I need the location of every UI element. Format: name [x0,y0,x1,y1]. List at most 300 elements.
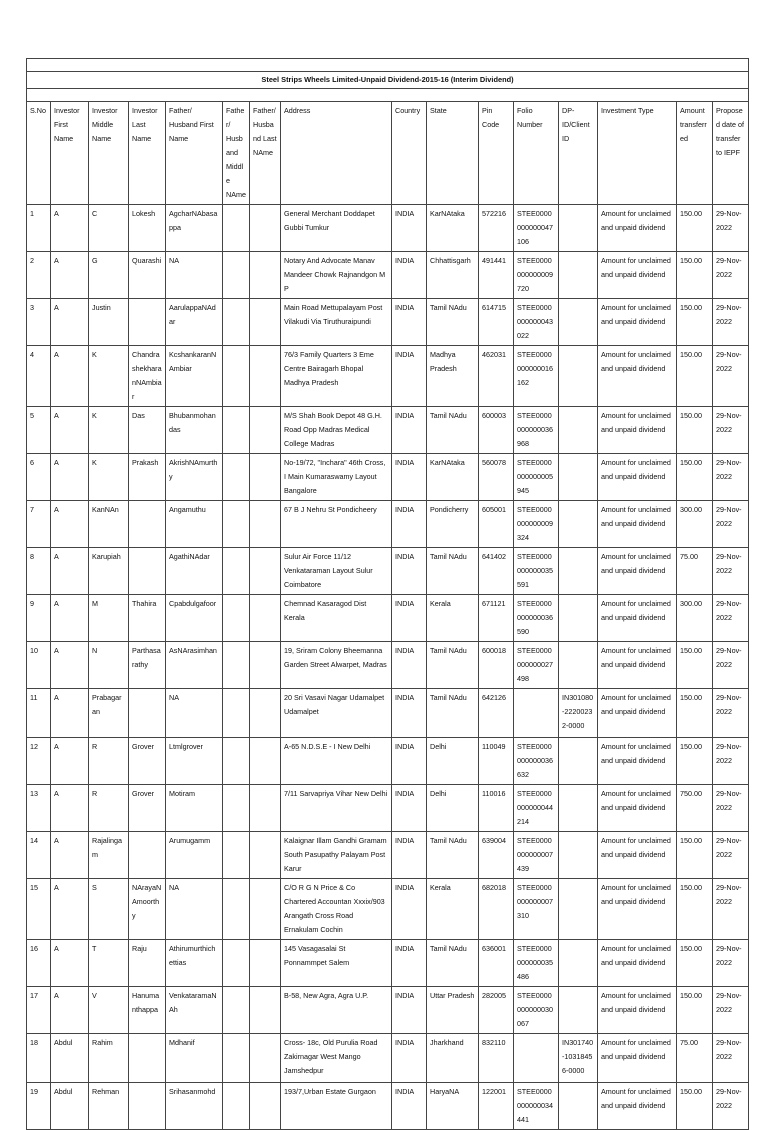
table-row [27,879,749,940]
table-cell: 29-Nov-2022 [713,832,749,879]
table-cell [129,548,166,595]
table-cell: 282005 [479,987,514,1034]
table-cell: Kalaignar Illam Gandhi Gramam South Pasupathy Palayam Post Karur [281,832,392,879]
table-cell: 832110 [479,1034,514,1083]
table-cell: A [51,252,89,299]
table-cell: AarulappaNAdar [166,299,223,346]
table-cell: IN301080-22200232-0000 [559,689,598,738]
column-header: Investor First Name [51,102,89,205]
table-cell [223,346,250,407]
table-cell [129,501,166,548]
table-cell: 14 [27,832,51,879]
table-cell: Amount for unclaimed and unpaid dividend [598,785,677,832]
table-cell [223,205,250,252]
dividend-table [26,58,749,1130]
column-header: Investment Type [598,102,677,205]
table-row [27,987,749,1034]
table-cell [514,1034,559,1083]
table-cell: Amount for unclaimed and unpaid dividend [598,738,677,785]
table-cell: Amount for unclaimed and unpaid dividend [598,407,677,454]
table-cell: Abdul [51,1034,89,1083]
table-cell: STEE0000000000035591 [514,548,559,595]
table-cell: 29-Nov-2022 [713,689,749,738]
table-cell: Amount for unclaimed and unpaid dividend [598,346,677,407]
table-row [27,689,749,738]
table-cell: 7/11 Sarvapriya Vihar New Delhi [281,785,392,832]
table-cell: 19 [27,1083,51,1130]
table-cell: A [51,454,89,501]
table-cell [250,252,281,299]
table-cell: General Merchant Doddapet Gubbi Tumkur [281,205,392,252]
header-row [27,102,749,205]
table-cell [559,205,598,252]
table-cell: 150.00 [677,689,713,738]
table-cell [223,595,250,642]
table-cell: INDIA [392,252,427,299]
table-cell [250,205,281,252]
table-cell [559,879,598,940]
table-cell [129,832,166,879]
table-cell: Parthasarathy [129,642,166,689]
table-cell: Angamuthu [166,501,223,548]
table-cell: Motiram [166,785,223,832]
column-header: S.No [27,102,51,205]
table-cell: 150.00 [677,205,713,252]
table-cell: KarNAtaka [427,205,479,252]
table-cell [223,252,250,299]
table-cell: T [89,940,129,987]
table-row [27,407,749,454]
table-cell: Madhya Pradesh [427,346,479,407]
table-cell: 605001 [479,501,514,548]
table-row [27,454,749,501]
table-cell: Srihasanmohd [166,1083,223,1130]
table-cell: 29-Nov-2022 [713,1034,749,1083]
table-cell: 150.00 [677,987,713,1034]
table-cell: Thahira [129,595,166,642]
column-header: Amount transferred [677,102,713,205]
table-cell: Chhattisgarh [427,252,479,299]
table-cell: Amount for unclaimed and unpaid dividend [598,205,677,252]
column-header: Proposed date of transfer to IEPF [713,102,749,205]
table-row [27,1083,749,1130]
table-cell: C [89,205,129,252]
table-cell: Amount for unclaimed and unpaid dividend [598,832,677,879]
table-cell: A [51,987,89,1034]
table-cell: A [51,595,89,642]
table-cell [250,407,281,454]
table-cell: 110049 [479,738,514,785]
table-cell [250,454,281,501]
table-cell: 150.00 [677,738,713,785]
table-cell: 122001 [479,1083,514,1130]
table-row [27,738,749,785]
column-header: Father/ Husband Last NAme [250,102,281,205]
table-cell [129,1034,166,1083]
table-cell: 29-Nov-2022 [713,407,749,454]
table-cell: Jharkhand [427,1034,479,1083]
table-cell: NArayaNAmoorthy [129,879,166,940]
table-cell [559,548,598,595]
table-cell: 4 [27,346,51,407]
table-cell [514,689,559,738]
table-cell: 636001 [479,940,514,987]
table-cell [559,940,598,987]
table-cell: Amount for unclaimed and unpaid dividend [598,642,677,689]
table-cell: 29-Nov-2022 [713,642,749,689]
table-cell [559,987,598,1034]
table-cell: C/O R G N Price & Co Chartered Accountan Xxxix/903 Arangath Cross Road Ernakulam Cochin [281,879,392,940]
table-cell [250,738,281,785]
table-cell: K [89,454,129,501]
table-cell: 150.00 [677,1083,713,1130]
table-cell: INDIA [392,346,427,407]
table-cell: V [89,987,129,1034]
table-cell: INDIA [392,940,427,987]
table-cell: K [89,407,129,454]
table-cell: 29-Nov-2022 [713,738,749,785]
table-cell [559,501,598,548]
table-cell: 150.00 [677,940,713,987]
table-cell: STEE0000000000036632 [514,738,559,785]
table-cell [559,252,598,299]
table-cell: 8 [27,548,51,595]
table-cell: Rehman [89,1083,129,1130]
table-cell [559,832,598,879]
table-cell: Grover [129,738,166,785]
table-cell: 29-Nov-2022 [713,785,749,832]
table-cell: INDIA [392,879,427,940]
table-cell: Grover [129,785,166,832]
table-cell: Main Road Mettupalayam Post Vilakudi Via Tiruthuraipundi [281,299,392,346]
table-cell: 150.00 [677,879,713,940]
table-cell: 145 Vasagasalai St Ponnammpet Salem [281,940,392,987]
table-cell [250,987,281,1034]
table-cell: 150.00 [677,832,713,879]
table-row [27,252,749,299]
table-cell [250,689,281,738]
table-cell: 75.00 [677,1034,713,1083]
table-cell [223,940,250,987]
table-cell: 29-Nov-2022 [713,299,749,346]
table-cell: STEE0000000000043022 [514,299,559,346]
table-cell: 110016 [479,785,514,832]
table-cell: KcshankaranNAmbiar [166,346,223,407]
table-cell: A-65 N.D.S.E - I New Delhi [281,738,392,785]
table-cell [559,595,598,642]
table-cell: INDIA [392,1034,427,1083]
spacer-cell [27,59,749,72]
table-cell: 5 [27,407,51,454]
table-cell: Amount for unclaimed and unpaid dividend [598,987,677,1034]
title-row [27,72,749,89]
table-cell: 11 [27,689,51,738]
table-cell: Uttar Pradesh [427,987,479,1034]
table-cell: 642126 [479,689,514,738]
table-cell: Sulur Air Force 11/12 Venkataraman Layout Sulur Coimbatore [281,548,392,595]
table-cell: R [89,785,129,832]
table-cell [250,1083,281,1130]
table-cell [559,346,598,407]
table-cell: Delhi [427,738,479,785]
table-cell: INDIA [392,642,427,689]
table-row [27,1034,749,1083]
table-cell [223,1034,250,1083]
table-cell [559,1083,598,1130]
table-cell: HaryaNA [427,1083,479,1130]
table-row [27,501,749,548]
table-cell: STEE0000000000009720 [514,252,559,299]
table-cell: Tamil NAdu [427,832,479,879]
table-cell: Hanumanthappa [129,987,166,1034]
table-cell: 10 [27,642,51,689]
table-cell [129,1083,166,1130]
table-cell: 641402 [479,548,514,595]
table-cell: ChandrashekharanNAmbiar [129,346,166,407]
table-cell: STEE0000000000016162 [514,346,559,407]
table-cell: 2 [27,252,51,299]
table-cell: 572216 [479,205,514,252]
table-cell: 75.00 [677,548,713,595]
table-cell: INDIA [392,548,427,595]
table-cell: INDIA [392,987,427,1034]
table-cell: 491441 [479,252,514,299]
table-cell [223,1083,250,1130]
table-cell: Amount for unclaimed and unpaid dividend [598,1034,677,1083]
table-cell: A [51,205,89,252]
column-header: DP-ID/Client ID [559,102,598,205]
table-cell: N [89,642,129,689]
table-cell [250,642,281,689]
table-cell: 7 [27,501,51,548]
table-cell: Cpabdulgafoor [166,595,223,642]
column-header: Country [392,102,427,205]
table-cell: 17 [27,987,51,1034]
table-cell: 671121 [479,595,514,642]
table-cell: 29-Nov-2022 [713,987,749,1034]
table-cell [223,689,250,738]
table-cell: 9 [27,595,51,642]
table-cell: 29-Nov-2022 [713,346,749,407]
table-cell: Arumugamm [166,832,223,879]
table-cell [223,501,250,548]
table-cell: 300.00 [677,595,713,642]
table-cell: KanNAn [89,501,129,548]
table-cell: A [51,689,89,738]
table-cell: 18 [27,1034,51,1083]
table-cell: STEE0000000000005945 [514,454,559,501]
table-cell: INDIA [392,454,427,501]
table-cell: INDIA [392,501,427,548]
table-cell: 6 [27,454,51,501]
table-cell: Amount for unclaimed and unpaid dividend [598,454,677,501]
table-cell: AgcharNAbasappa [166,205,223,252]
table-row [27,832,749,879]
table-cell [250,299,281,346]
table-cell: 150.00 [677,407,713,454]
table-cell: Tamil NAdu [427,689,479,738]
table-cell [250,346,281,407]
column-header: Address [281,102,392,205]
table-cell: 29-Nov-2022 [713,205,749,252]
table-cell: STEE0000000000030067 [514,987,559,1034]
table-cell: INDIA [392,407,427,454]
table-cell: STEE0000000000035486 [514,940,559,987]
table-cell: 300.00 [677,501,713,548]
table-cell: IN301740-10318456-0000 [559,1034,598,1083]
table-cell: A [51,642,89,689]
table-cell: 67 B J Nehru St Pondicheery [281,501,392,548]
table-cell: Amount for unclaimed and unpaid dividend [598,548,677,595]
table-cell: 29-Nov-2022 [713,1083,749,1130]
table-cell [559,738,598,785]
table-cell [559,785,598,832]
table-cell: S [89,879,129,940]
table-cell: INDIA [392,738,427,785]
table-cell: KarNAtaka [427,454,479,501]
table-cell: 560078 [479,454,514,501]
table-cell: No-19/72, "Inchara" 46th Cross, I Main Kumaraswamy Layout Bangalore [281,454,392,501]
table-cell: 15 [27,879,51,940]
table-cell: 462031 [479,346,514,407]
table-cell: 150.00 [677,346,713,407]
table-cell: Pondicherry [427,501,479,548]
table-cell: 150.00 [677,642,713,689]
table-cell: A [51,299,89,346]
table-cell: A [51,738,89,785]
table-cell: STEE0000000000044214 [514,785,559,832]
table-cell: 682018 [479,879,514,940]
table-cell: Justin [89,299,129,346]
column-header: State [427,102,479,205]
table-row [27,595,749,642]
table-cell: INDIA [392,1083,427,1130]
table-cell: INDIA [392,205,427,252]
table-row [27,548,749,595]
table-cell: A [51,548,89,595]
table-cell: Notary And Advocate Manav Mandeer Chowk Rajnandgon M P [281,252,392,299]
table-cell: INDIA [392,595,427,642]
table-cell: Bhubanmohandas [166,407,223,454]
table-cell [223,987,250,1034]
table-cell: G [89,252,129,299]
table-cell: Amount for unclaimed and unpaid dividend [598,595,677,642]
table-cell: Amount for unclaimed and unpaid dividend [598,940,677,987]
table-title: Steel Strips Wheels Limited-Unpaid Dividend-2015-16 (Interim Dividend) [27,72,749,89]
table-cell: A [51,785,89,832]
table-cell: INDIA [392,299,427,346]
table-cell: 12 [27,738,51,785]
table-cell: 150.00 [677,252,713,299]
table-cell: Raju [129,940,166,987]
table-cell: 29-Nov-2022 [713,252,749,299]
column-header: Father/ Husband First Name [166,102,223,205]
table-cell: Chemnad Kasaragod Dist Kerala [281,595,392,642]
table-cell [223,407,250,454]
table-cell [559,454,598,501]
table-cell: 16 [27,940,51,987]
table-cell [250,832,281,879]
table-cell: B-58, New Agra, Agra U.P. [281,987,392,1034]
table-cell: 600018 [479,642,514,689]
table-cell [250,940,281,987]
table-cell: A [51,940,89,987]
column-header: Folio Number [514,102,559,205]
table-row [27,785,749,832]
table-row [27,642,749,689]
table-cell: 600003 [479,407,514,454]
table-cell: A [51,346,89,407]
column-header: Investor Middle Name [89,102,129,205]
table-cell [250,785,281,832]
table-cell: Tamil NAdu [427,407,479,454]
table-cell: Prabagaran [89,689,129,738]
table-cell: 29-Nov-2022 [713,501,749,548]
table-cell [223,879,250,940]
table-cell: STEE0000000000034441 [514,1083,559,1130]
table-cell: Amount for unclaimed and unpaid dividend [598,299,677,346]
table-cell: Abdul [51,1083,89,1130]
table-cell [129,299,166,346]
table-cell: 639004 [479,832,514,879]
table-cell [223,832,250,879]
table-row [27,940,749,987]
table-cell: Amount for unclaimed and unpaid dividend [598,689,677,738]
table-cell: A [51,879,89,940]
table-row [27,205,749,252]
table-cell [250,548,281,595]
table-cell: 29-Nov-2022 [713,879,749,940]
table-cell: NA [166,689,223,738]
table-cell [223,738,250,785]
table-cell [559,642,598,689]
table-cell: Tamil NAdu [427,299,479,346]
table-cell: K [89,346,129,407]
table-cell: Quarashi [129,252,166,299]
table-cell: 20 Sri Vasavi Nagar Udamalpet Udamalpet [281,689,392,738]
table-cell: STEE0000000000027498 [514,642,559,689]
table-cell: Tamil NAdu [427,548,479,595]
table-cell [250,879,281,940]
table-cell: Karupiah [89,548,129,595]
table-cell: Rajalingam [89,832,129,879]
table-cell: Tamil NAdu [427,940,479,987]
table-row [27,346,749,407]
table-cell: Mdhanif [166,1034,223,1083]
table-cell: STEE0000000000036590 [514,595,559,642]
table-cell: 29-Nov-2022 [713,454,749,501]
table-body [27,59,749,1130]
table-cell: Delhi [427,785,479,832]
table-cell: Ltmlgrover [166,738,223,785]
table-cell: INDIA [392,689,427,738]
table-cell: 193/7,Urban Estate Gurgaon [281,1083,392,1130]
dividend-sheet [26,58,748,1130]
table-cell: STEE0000000000007310 [514,879,559,940]
table-cell: 29-Nov-2022 [713,595,749,642]
spacer-row [27,59,749,72]
table-cell: AsNArasimhan [166,642,223,689]
table-row [27,299,749,346]
table-cell: R [89,738,129,785]
table-cell: 29-Nov-2022 [713,548,749,595]
table-cell [250,501,281,548]
table-cell: STEE0000000000009324 [514,501,559,548]
table-cell: A [51,407,89,454]
column-header: Pin Code [479,102,514,205]
spacer-row [27,89,749,102]
table-cell: Tamil NAdu [427,642,479,689]
